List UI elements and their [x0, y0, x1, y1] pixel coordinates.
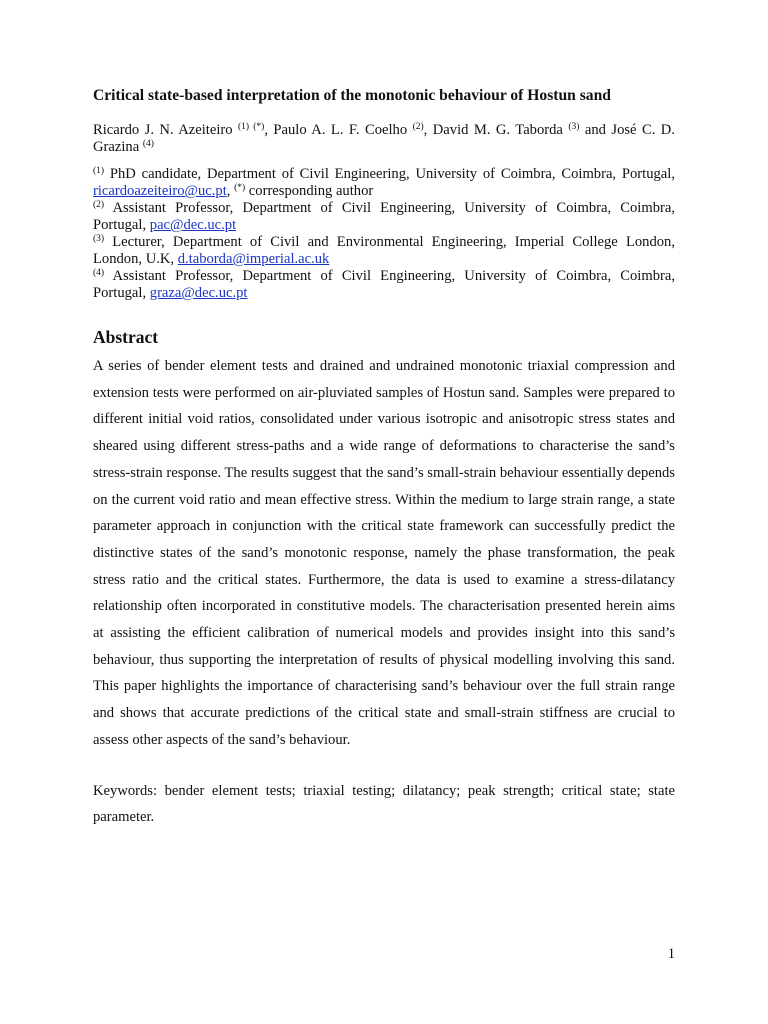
affiliation-4 — [93, 268, 675, 302]
affiliation-text: Lecturer, Department of Civil and Environmental Engineering, Imperial College London, London, U.K, — [93, 234, 675, 267]
author-name: Paulo A. L. F. Coelho — [273, 122, 408, 138]
abstract-body: A series of bender element tests and drained and undrained monotonic triaxial compression and extension tests were performed on air-pluviated samples of Hostun sand. Samples were prepared to different initial void ratios, consolidated under various isotropic and anisotropic stress states and sheared using different stress-paths and a wide range of deformations to characterise the sand’s stress-strain response. The results suggest that the sand’s small-strain behaviour essentially depends on the current void ratio and mean effective stress. Within the medium to large strain range, a state parameter approach in conjunction with the critical state framework can successfully predict the distinctive states of the sand’s monotonic response, namely the phase transformation, the peak stress ratio and the critical states. Furthermore, the data is used to examine a stress-dilatancy relationship often incorporated in constitutive models. The characterisation presented herein aims at assisting the efficient calibration of numerical models and provides insight into this sand’s behaviour, thus supporting the interpretation of results of physical modelling involving this sand. This paper highlights the importance of characterising sand’s behaviour over the full strain range and shows that accurate predictions of the critical state and small-strain stiffness are crucial to assess other aspects of the sand’s behaviour. — [93, 358, 675, 748]
affiliation-mark: (2) — [93, 200, 105, 210]
author-name: José C. D. Grazina — [93, 122, 675, 155]
email-link[interactable]: ricardoazeiteiro@uc.pt — [93, 183, 227, 199]
affiliation-mark: (4) — [93, 268, 105, 278]
keywords: Keywords: bender element tests; triaxial testing; dilatancy; peak strength; critical state; state parameter. — [93, 782, 675, 826]
author-affiliation-mark: (1) (*) — [237, 122, 265, 132]
page-number: 1 — [667, 946, 675, 962]
email-link[interactable]: pac@dec.uc.pt — [149, 217, 237, 233]
affiliation-text: PhD candidate, Department of Civil Engineering, University of Coimbra, Coimbra, Portugal, — [109, 166, 675, 182]
affiliation-1 — [93, 166, 675, 200]
affiliation-3 — [93, 234, 675, 268]
author-affiliation-mark: (2) — [412, 122, 424, 132]
author-name: David M. G. Taborda — [432, 122, 563, 138]
affiliation-text: Assistant Professor, Department of Civil Engineering, University of Coimbra, Coimbra, Portugal, — [93, 268, 675, 301]
affiliation-mark: (1) — [93, 166, 105, 176]
corresponding-mark: (*) — [234, 183, 246, 193]
author-separator: , — [264, 122, 274, 138]
paper-title: Critical state-based interpretation of the monotonic behaviour of Hostun sand — [93, 87, 611, 104]
affiliation-mark: (3) — [93, 234, 105, 244]
affiliation-separator: , — [226, 183, 235, 199]
affiliation-list — [93, 166, 675, 302]
email-link[interactable]: d.taborda@imperial.ac.uk — [177, 251, 330, 267]
corresponding-author-note: corresponding author — [245, 183, 374, 199]
author-affiliation-mark: (3) — [568, 122, 580, 132]
abstract-heading: Abstract — [93, 327, 159, 347]
affiliation-2 — [93, 200, 675, 234]
author-name: Ricardo J. N. Azeiteiro — [93, 122, 233, 138]
email-link[interactable]: graza@dec.uc.pt — [149, 285, 248, 301]
author-separator: , — [423, 122, 433, 138]
author-list — [93, 122, 675, 156]
author-separator: and — [579, 122, 612, 138]
affiliation-text: Assistant Professor, Department of Civil Engineering, University of Coimbra, Coimbra, Portugal, — [93, 200, 675, 233]
author-affiliation-mark: (4) — [142, 139, 154, 149]
